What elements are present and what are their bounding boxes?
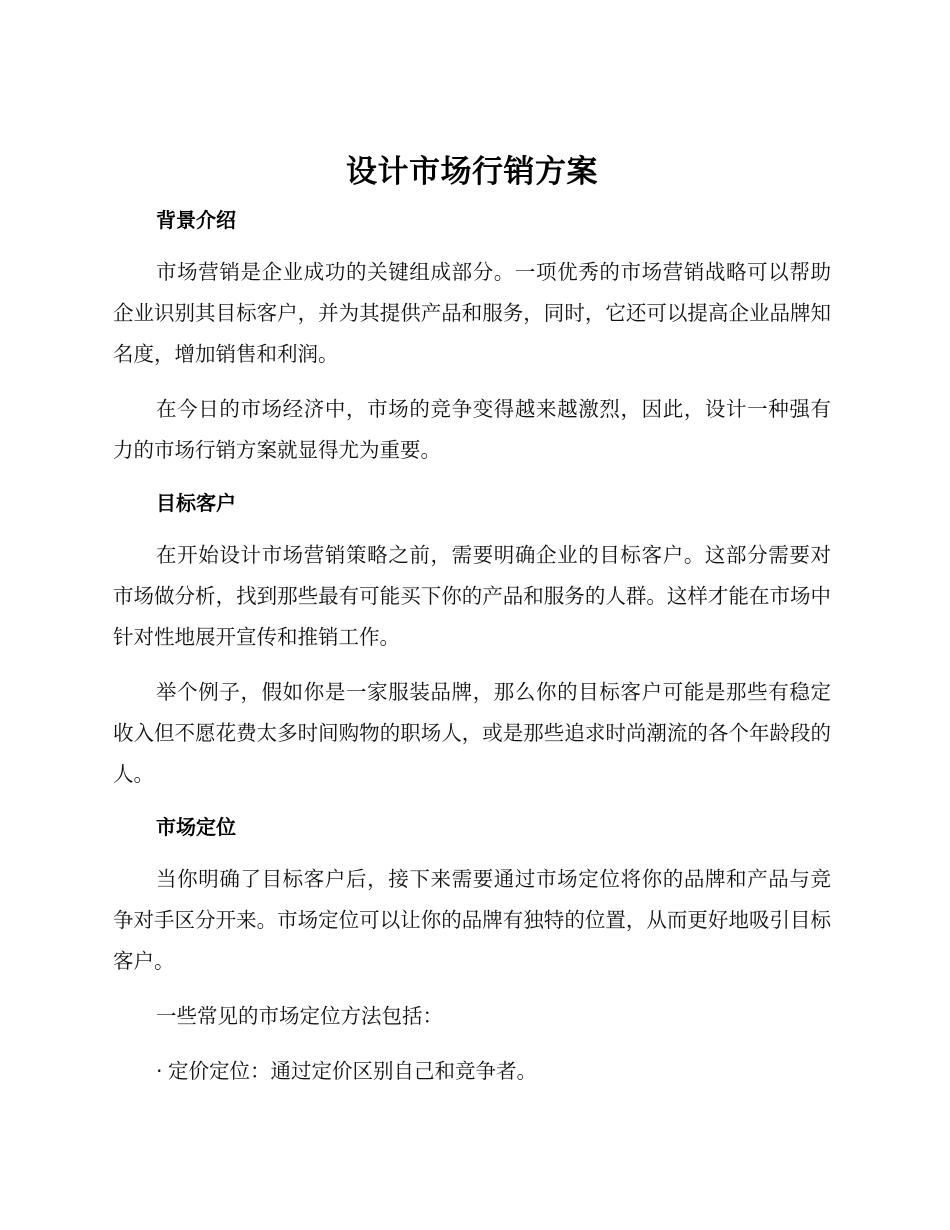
- paragraph: 在今日的市场经济中，市场的竞争变得越来越激烈，因此，设计一种强有力的市场行销方案就显得尤为重要。: [113, 397, 831, 462]
- paragraph: 市场营销是企业成功的关键组成部分。一项优秀的市场营销战略可以帮助企业识别其目标客户，并为其提供产品和服务，同时，它还可以提高企业品牌知名度，增加销售和利润。: [113, 260, 831, 366]
- bullet-marker: ·: [156, 1059, 163, 1083]
- paragraph: 举个例子，假如你是一家服装品牌，那么你的目标客户可能是那些有稳定收入但不愿花费太多时间购物的职场人，或是那些追求时尚潮流的各个年龄段的人。: [113, 680, 831, 786]
- section-heading-market-positioning: 市场定位: [156, 815, 236, 839]
- bullet-item: [113, 1051, 831, 1092]
- section-heading-target-customers: 目标客户: [156, 491, 236, 515]
- section-heading-background: 背景介绍: [156, 208, 236, 232]
- document-title: 设计市场行销方案: [346, 154, 598, 190]
- bullet-text: 定价定位：通过定价区别自己和竞争者。: [168, 1059, 537, 1083]
- paragraph: 一些常见的市场定位方法包括：: [156, 1004, 443, 1028]
- paragraph: 在开始设计市场营销策略之前，需要明确企业的目标客户。这部分需要对市场做分析，找到那些最有可能买下你的产品和服务的人群。这样才能在市场中针对性地展开宣传和推销工作。: [113, 543, 831, 649]
- document-body: [113, 150, 831, 1092]
- paragraph: 当你明确了目标客户后，接下来需要通过市场定位将你的品牌和产品与竞争对手区分开来。市场定位可以让你的品牌有独特的位置，从而更好地吸引目标客户。: [113, 867, 831, 973]
